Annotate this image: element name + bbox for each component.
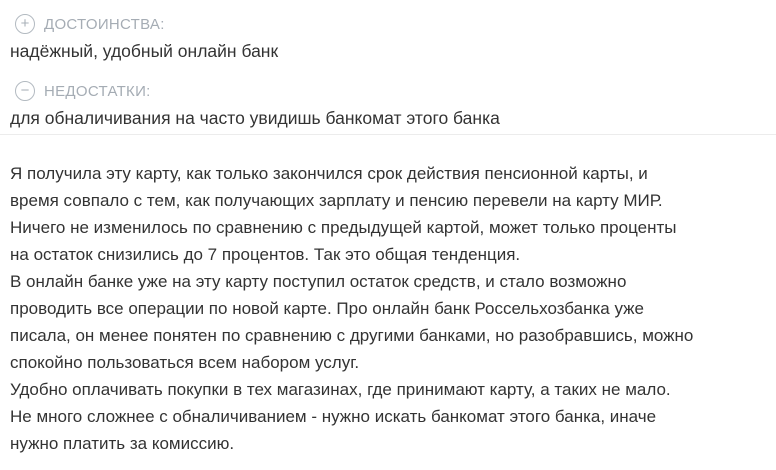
review-body-line: В онлайн банке уже на эту карту поступил остаток средств, и стало возможно — [10, 272, 627, 291]
review-body-line: Удобно оплачивать покупки в тех магазинах, где принимают карту, а таких не мало. — [10, 380, 671, 399]
cons-section — [0, 81, 776, 129]
review-body-line: время совпало с тем, как получающих зарплату и пенсию перевели на карту МИР. — [10, 191, 663, 210]
cons-text: для обналичивания на часто увидишь банкомат этого банка — [10, 108, 500, 128]
cons-label: НЕДОСТАТКИ: — [44, 82, 151, 100]
review-body-line: спокойно пользоваться всем набором услуг. — [10, 353, 360, 372]
review-body-line: Я получила эту карту, как только закончился срок действия пенсионной карты, и — [10, 164, 648, 183]
plus-circle-icon: + — [15, 14, 35, 34]
review-body-line: писала, он менее понятен по сравнению с другими банками, но разобравшись, можно — [10, 326, 694, 345]
review-body-line: проводить все операции по новой карте. Про онлайн банк Россельхозбанка уже — [10, 299, 645, 318]
review-body-line: нужно платить за комиссию. — [10, 434, 235, 453]
review-body-line: Не много сложнее с обналичиванием - нужно искать банкомат этого банка, иначе — [10, 407, 657, 426]
pros-header — [15, 14, 776, 34]
pros-section — [0, 14, 776, 62]
pros-label: ДОСТОИНСТВА: — [44, 15, 165, 33]
minus-circle-icon: − — [15, 81, 35, 101]
review-body-line: Ничего не изменилось по сравнению с предыдущей картой, может только проценты — [10, 218, 677, 237]
section-divider — [0, 134, 776, 135]
review-body — [10, 160, 768, 457]
cons-header — [15, 81, 776, 101]
review-body-line: на остаток снизились до 7 процентов. Так это общая тенденция. — [10, 245, 521, 264]
pros-text: надёжный, удобный онлайн банк — [10, 41, 279, 61]
